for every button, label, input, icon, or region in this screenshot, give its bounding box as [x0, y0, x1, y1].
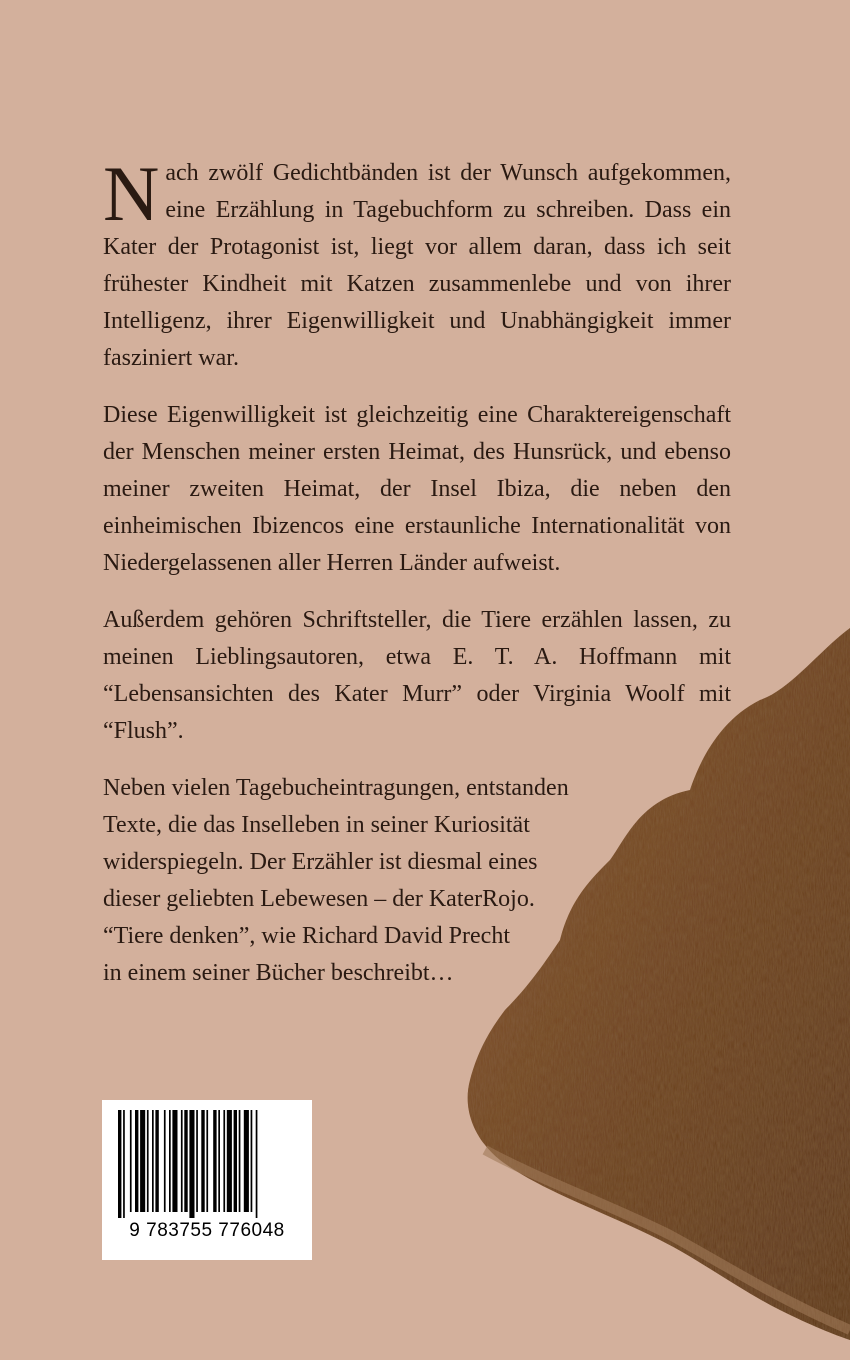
barcode-bar — [169, 1110, 171, 1212]
barcode-bar — [256, 1110, 258, 1218]
barcode-bars — [118, 1110, 296, 1218]
drop-cap: N — [103, 150, 160, 237]
barcode-bar — [189, 1110, 194, 1218]
barcode-bar — [181, 1110, 183, 1212]
paragraph-4-line: Neben vielen Tagebucheintragungen, entstanden — [103, 775, 569, 801]
barcode-bar — [123, 1110, 125, 1218]
barcode-bar — [152, 1110, 154, 1212]
barcode-bar — [251, 1110, 253, 1212]
isbn-number: 9 783755 776048 — [129, 1220, 285, 1241]
barcode-bar — [213, 1110, 216, 1212]
paragraph-4 — [103, 770, 663, 992]
barcode-bar — [239, 1110, 241, 1212]
blurb-text — [103, 150, 731, 1012]
barcode-bar — [155, 1110, 158, 1212]
paragraph-1 — [103, 150, 731, 377]
barcode-bar — [118, 1110, 121, 1218]
barcode-bar — [227, 1110, 232, 1212]
barcode-bar — [244, 1110, 249, 1212]
paragraph-2: Diese Eigenwilligkeit ist gleichzeitig eine Charaktereigenschaft der Menschen meiner ersten Heimat, des Hunsrück, und ebenso meiner zweiten Heimat, der Insel Ibiza, die neben den einheimischen Ibizencos eine erstaunliche Internationalität von Niedergelassenen aller Herren Länder aufweist. — [103, 402, 731, 576]
barcode-bar — [234, 1110, 237, 1212]
barcode-bar — [172, 1110, 177, 1212]
paragraph-4-line: dieser geliebten Lebewesen – der KaterRojo. — [103, 886, 535, 912]
barcode-bar — [147, 1110, 149, 1212]
barcode-bar — [135, 1110, 138, 1212]
paragraph-4-line: Texte, die das Inselleben in seiner Kuriosität — [103, 812, 530, 838]
paragraph-4-line: “Tiere denken”, wie Richard David Precht — [103, 923, 510, 949]
barcode-bar — [184, 1110, 187, 1212]
barcode-bar — [130, 1110, 132, 1212]
barcode-bar — [140, 1110, 145, 1212]
barcode-bar — [206, 1110, 208, 1212]
barcode-bar — [196, 1110, 198, 1212]
paragraph-4-line: in einem seiner Bücher beschreibt… — [103, 960, 454, 986]
barcode-bar — [164, 1110, 166, 1212]
paragraph-3: Außerdem gehören Schriftsteller, die Tiere erzählen lassen, zu meinen Lieblingsautoren, etwa E. T. A. Hoffmann mit “Lebensansichten des Kater Murr” oder Virginia Woolf mit “Flush”. — [103, 607, 731, 744]
paragraph-4-line: widerspiegeln. Der Erzähler ist diesmal eines — [103, 849, 538, 875]
barcode-bar — [201, 1110, 204, 1212]
barcode-bar — [218, 1110, 220, 1212]
paragraph-1-text: ach zwölf Gedichtbänden ist der Wunsch aufgekommen, eine Erzählung in Tagebuchform zu schreiben. Dass ein Kater der Protagonist ist, liegt vor allem daran, dass ich seit frühester Kindheit mit Katzen zusammenlebe und von ihrer Intelligenz, ihrer Eigenwilligkeit und Unabhängigkeit immer fasziniert war. — [103, 160, 731, 371]
barcode-bar — [223, 1110, 225, 1212]
isbn-barcode — [102, 1100, 312, 1260]
